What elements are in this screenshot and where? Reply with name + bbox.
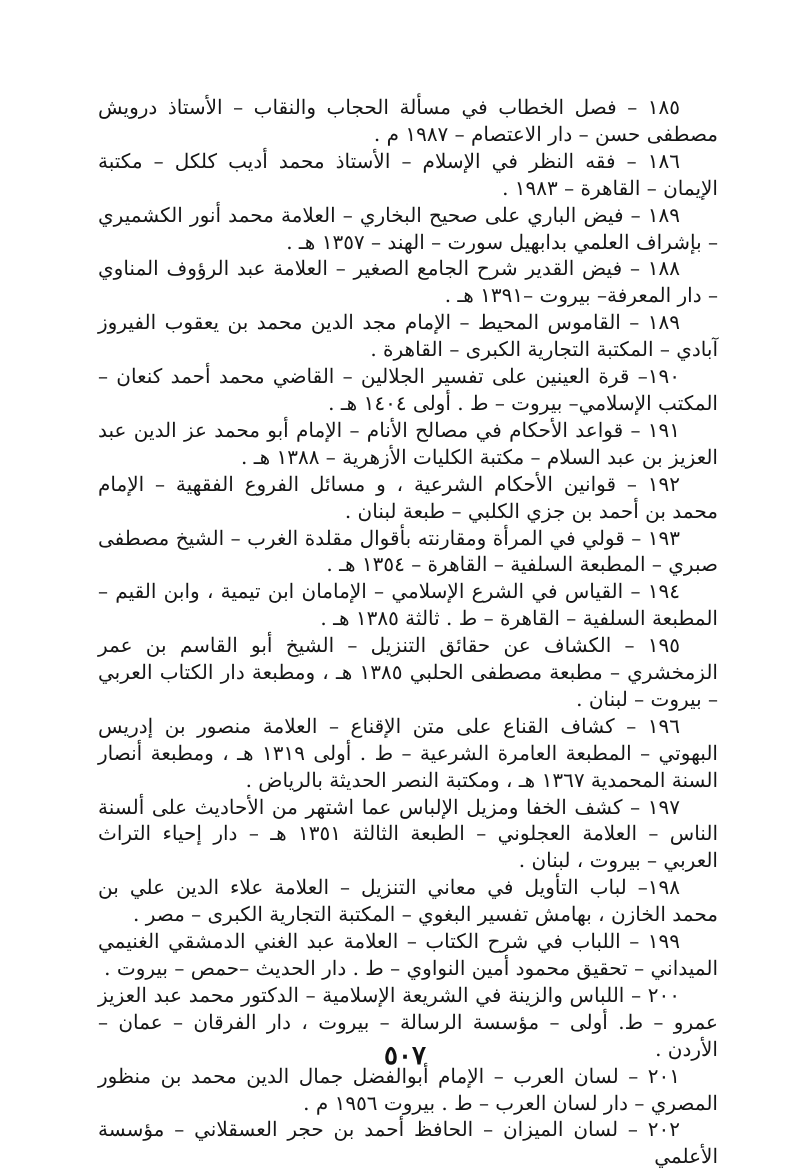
bibliography-entry: ٢٠١ – لسان العرب – الإمام أبوالفضل جمال الدين محمد بن منظور المصري – دار لسان العرب – ط . بيروت ١٩٥٦ م . (98, 1063, 718, 1115)
bibliography-entry: ١٩٣ – قولي في المرأة ومقارنته بأقوال مقلدة الغرب – الشيخ مصطفى صبري – المطبعة السلفية – القاهرة – ١٣٥٤ هـ . (98, 525, 718, 577)
bibliography-entry: ١٩٤ – القياس في الشرع الإسلامي – الإمامان ابن تيمية ، وابن القيم – المطبعة السلفية – القاهرة – ط . ثالثة ١٣٨٥ هـ . (98, 579, 718, 631)
bibliography-entry: ١٨٥ – فصل الخطاب في مسألة الحجاب والنقاب – الأستاذ درويش مصطفى حسن – دار الاعتصام – ١٩٨٧ م . (98, 95, 718, 146)
bibliography-entry: ١٩٠– قرة العينين على تفسير الجلالين – القاضي محمد أحمد كنعان – المكتب الإسلامي– بيروت – ط . أولى ١٤٠٤ هـ . (98, 364, 718, 415)
bibliography-entry: ١٩٢ – قوانين الأحكام الشرعية ، و مسائل الفروع الفقهية – الإمام محمد بن أحمد بن جزي الكلبي – طبعة لبنان . (98, 471, 718, 523)
bibliography-entry: ١٩٨– لباب التأويل في معاني التنزيل – العلامة علاء الدين علي بن محمد الخازن ، بهامش تفسير البغوي – المكتبة التجارية الكبرى – مصر . (98, 875, 718, 927)
bibliography-entry: ١٩٥ – الكشاف عن حقائق التنزيل – الشيخ أبو القاسم بن عمر الزمخشري – مطبعة مصطفى الحلبي ١٣٨٥ هـ ، ومطبعة دار الكتاب العربي – بيروت – لبنان . (98, 633, 718, 711)
bibliography-entry: ١٨٦ – فقه النظر في الإسلام – الأستاذ محمد أديب كلكل – مكتبة الإيمان – القاهرة – ١٩٨٣ . (98, 148, 718, 200)
bibliography-entry: ١٨٩ – فيض الباري على صحيح البخاري – العلامة محمد أنور الكشميري – بإشراف العلمي بدابهيل سورت – الهند – ١٣٥٧ هـ . (98, 202, 718, 254)
bibliography-entry: ١٩٧ – كشف الخفا ومزيل الإلباس عما اشتهر من الأحاديث على ألسنة الناس – العلامة العجلوني – الطبعة الثالثة ١٣٥١ هـ – دار إحياء التراث العربي – بيروت ، لبنان . (98, 794, 718, 873)
bibliography-entry: ٢٠٢ – لسان الميزان – الحافظ أحمد بن حجر العسقلاني – مؤسسة الأعلمي (98, 1117, 718, 1169)
bibliography-entry: ١٨٩ – القاموس المحيط – الإمام مجد الدين محمد بن يعقوب الفيروز آبادي – المكتبة التجارية الكبرى – القاهرة . (98, 310, 718, 362)
bibliography-entry: ١٩١ – قواعد الأحكام في مصالح الأنام – الإمام أبو محمد عز الدين عبد العزيز بن عبد السلام – مكتبة الكليات الأزهرية – ١٣٨٨ هـ . (98, 417, 718, 469)
bibliography-list (98, 94, 718, 1170)
bibliography-entry: ٢٠٠ – اللباس والزينة في الشريعة الإسلامية – الدكتور محمد عبد العزيز عمرو – ط. أولى – مؤسسة الرسالة – بيروت ، دار الفرقان – عمان – الأردن . (98, 982, 718, 1061)
bibliography-entry: ١٩٩ – اللباب في شرح الكتاب – العلامة عبد الغني الدمشقي الغنيمي الميداني – تحقيق محمود أمين النواوي – ط . دار الحديث –حمص – بيروت . (98, 929, 718, 980)
bibliography-entry: ١٩٦ – كشاف القناع على متن الإقناع – العلامة منصور بن إدريس البهوتي – المطبعة العامرة الشرعية – ط . أولى ١٣١٩ هـ ، ومطبعة أنصار السنة المحمدية ١٣٦٧ هـ ، ومكتبة النصر الحديثة بالرياض . (98, 713, 718, 792)
bibliography-entry: ١٨٨ – فيض القدير شرح الجامع الصغير – العلامة عبد الرؤوف المناوي – دار المعرفة– بيروت –١٣٩١ هـ . (98, 256, 718, 308)
page-number: ٥٠٧ (384, 1041, 426, 1071)
